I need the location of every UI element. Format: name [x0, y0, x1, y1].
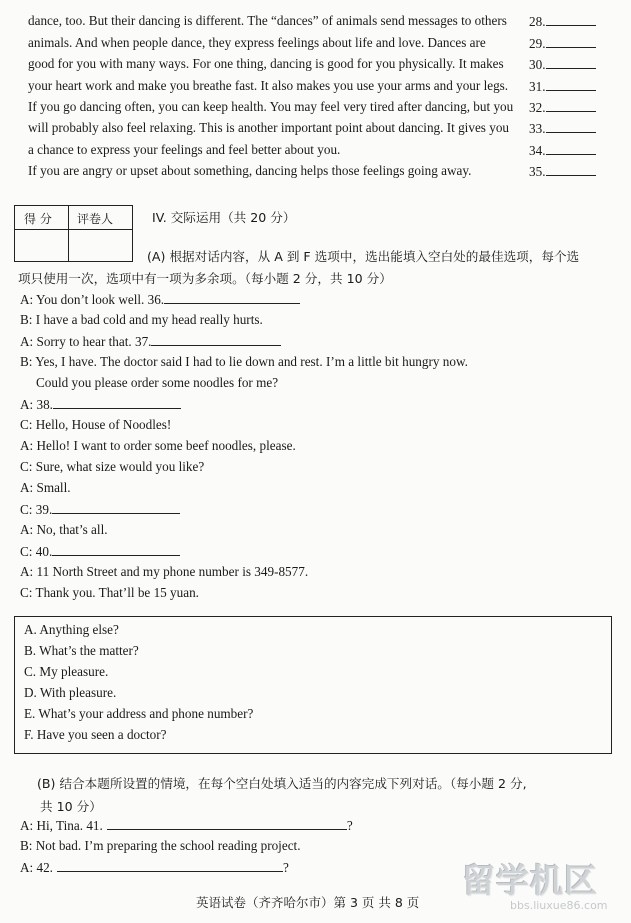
- answer-blank[interactable]: [52, 543, 180, 556]
- answer-blank[interactable]: 28.: [529, 13, 596, 30]
- answer-blank[interactable]: [164, 291, 300, 304]
- passage-line: dance, too. But their dancing is different. The “dances” of animals send messages to others: [28, 13, 507, 28]
- dialogue-line: Could you please order some noodles for me?: [36, 375, 279, 390]
- passage-line: good for you with many ways. For one thing, dancing is good for you physically. It makes: [28, 56, 504, 71]
- passage-line: a chance to express your feelings and feel better about you.: [28, 142, 341, 157]
- score-header: 得 分: [24, 212, 52, 226]
- options-box: [14, 616, 612, 754]
- dialogue-line: A: Small.: [20, 480, 71, 495]
- dialogue-line: C: 40.: [20, 543, 180, 560]
- option-item: A. Anything else?: [24, 622, 119, 637]
- answer-blank[interactable]: [57, 859, 283, 872]
- answer-blank[interactable]: [52, 501, 180, 514]
- dialogue-line: A: You don’t look well. 36.: [20, 291, 300, 308]
- watermark-url: bbs.liuxue86.com: [510, 899, 608, 912]
- part-a-instruction: (A) 根据对话内容，从 A 到 F 选项中，选出能填入空白处的最佳选项，每个选: [147, 249, 580, 264]
- answer-blank[interactable]: 30.: [529, 56, 596, 73]
- option-item: D. With pleasure.: [24, 685, 117, 700]
- answer-blank[interactable]: 34.: [529, 142, 596, 159]
- dialogue-line: A: Hello! I want to order some beef noodles, please.: [20, 438, 296, 453]
- dialogue-line: B: I have a bad cold and my head really hurts.: [20, 312, 263, 327]
- dialogue-line: B: Yes, I have. The doctor said I had to lie down and rest. I’m a little bit hungry now.: [20, 354, 468, 369]
- page-footer: 英语试卷（齐齐哈尔市）第 3 页 共 8 页: [196, 895, 420, 910]
- passage-line: your heart work and make you breathe fast. It also makes you use your arms and your legs.: [28, 78, 509, 93]
- dialogue-line: A: 38.: [20, 396, 181, 413]
- table-divider: [15, 229, 132, 230]
- dialogue-line: C: Sure, what size would you like?: [20, 459, 205, 474]
- dialogue-line: A: Sorry to hear that. 37.: [20, 333, 281, 350]
- option-item: F. Have you seen a doctor?: [24, 727, 167, 742]
- dialogue-line: C: Thank you. That’ll be 15 yuan.: [20, 585, 199, 600]
- passage-line: If you are angry or upset about something, dancing helps those feelings going away.: [28, 163, 472, 178]
- dialogue-line: A: 42. ?: [20, 860, 289, 875]
- dialogue-line: A: Hi, Tina. 41. ?: [20, 818, 353, 833]
- option-item: E. What’s your address and phone number?: [24, 706, 254, 721]
- table-divider: [68, 206, 69, 261]
- answer-blank[interactable]: 29.: [529, 35, 596, 52]
- passage-line: If you go dancing often, you can keep health. You may feel very tired after dancing, but you: [28, 99, 514, 114]
- option-item: C. My pleasure.: [24, 664, 109, 679]
- part-b-instruction: 共 10 分）: [40, 799, 102, 814]
- dialogue-line: A: No, that’s all.: [20, 522, 108, 537]
- answer-blank[interactable]: 32.: [529, 99, 596, 116]
- answer-blank[interactable]: 33.: [529, 120, 596, 137]
- score-table: [14, 205, 133, 262]
- dialogue-line: C: Hello, House of Noodles!: [20, 417, 172, 432]
- answer-blank[interactable]: 31.: [529, 78, 596, 95]
- watermark-logo: 留学机区: [462, 861, 598, 900]
- answer-blank[interactable]: 35.: [529, 163, 596, 180]
- passage-line: animals. And when people dance, they express feelings about life and love. Dances are: [28, 35, 486, 50]
- dialogue-line: A: 11 North Street and my phone number is 349-8577.: [20, 564, 309, 579]
- answer-blank[interactable]: [53, 396, 181, 409]
- dialogue-line: C: 39.: [20, 501, 180, 518]
- option-item: B. What’s the matter?: [24, 643, 139, 658]
- answer-blank[interactable]: [107, 817, 347, 830]
- part-a-instruction: 项只使用一次，选项中有一项为多余项。（每小题 2 分，共 10 分）: [18, 271, 392, 286]
- dialogue-line: B: Not bad. I’m preparing the school reading project.: [20, 838, 301, 853]
- grader-header: 评卷人: [77, 212, 114, 226]
- watermark: [460, 855, 628, 917]
- part-b-instruction: (B) 结合本题所设置的情境，在每个空白处填入适当的内容完成下列对话。（每小题 2 分,: [37, 776, 527, 791]
- answer-blank[interactable]: [151, 333, 281, 346]
- section-title: IV. 交际运用（共 20 分）: [152, 210, 296, 225]
- passage-line: will probably also feel relaxing. This is another important point about dancing. It gives you: [28, 120, 510, 135]
